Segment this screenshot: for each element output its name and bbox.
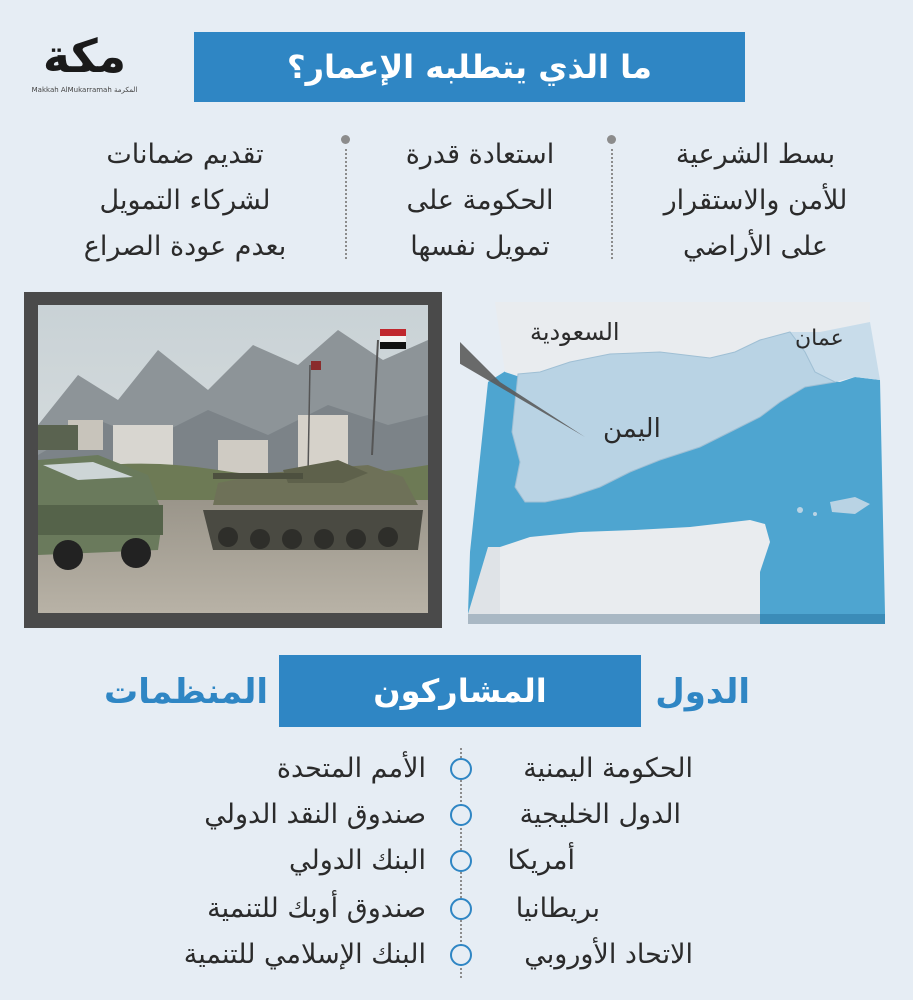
requirement-3 (55, 132, 315, 270)
logo-subtitle: Makkah AlMukarramah المكرمة (31, 86, 138, 94)
title-banner (194, 32, 745, 102)
bullet-circle (450, 804, 472, 826)
map-label-oman: عمان (795, 326, 844, 351)
list-item-state: بريطانيا (515, 893, 600, 924)
orgs-heading: المنظمات (104, 672, 268, 712)
tank-photo (38, 305, 428, 613)
requirement-line: تقديم ضمانات (106, 139, 264, 170)
list-item-org: صندوق النقد الدولي (204, 799, 426, 830)
bullet-circle (450, 850, 472, 872)
map-label-saudi: السعودية (530, 318, 620, 346)
tank-photo-illustration (38, 305, 428, 613)
requirement-1 (628, 132, 883, 270)
logo-mark: مكة (42, 29, 127, 83)
participants-banner (279, 655, 641, 727)
bullet-circle (450, 758, 472, 780)
photo-frame (24, 292, 442, 628)
list-item-org: البنك الإسلامي للتنمية (183, 939, 426, 970)
bullet-circle (450, 944, 472, 966)
requirement-line: تمويل نفسها (410, 231, 550, 262)
requirement-line: على الأراضي (682, 231, 828, 262)
list-item-org: الأمم المتحدة (276, 753, 426, 784)
list-item-state: الدول الخليجية (519, 799, 681, 830)
requirement-2 (360, 132, 600, 270)
list-item-state: الحكومة اليمنية (523, 753, 693, 784)
list-item-state: الاتحاد الأوروبي (524, 939, 693, 970)
requirement-line: استعادة قدرة (405, 139, 555, 170)
requirement-line: بعدم عودة الصراع (83, 231, 287, 262)
participants-title: المشاركون (373, 672, 547, 710)
page-title: ما الذي يتطلبه الإعمار؟ (287, 48, 652, 86)
map-label-yemen: اليمن (603, 414, 661, 444)
list-item-org: البنك الدولي (288, 845, 426, 876)
separator (341, 135, 349, 260)
logo (22, 28, 147, 100)
requirement-line: الحكومة على (406, 185, 554, 216)
requirement-line: للأمن والاستقرار (663, 185, 848, 216)
bullet-circle (450, 898, 472, 920)
list-item-state: أمريكا (507, 845, 575, 876)
requirement-line: لشركاء التمويل (99, 185, 271, 216)
states-heading: الدول (655, 672, 750, 712)
separator (607, 135, 615, 260)
requirement-line: بسط الشرعية (675, 139, 836, 170)
list-item-org: صندوق أوبك للتنمية (207, 893, 426, 924)
